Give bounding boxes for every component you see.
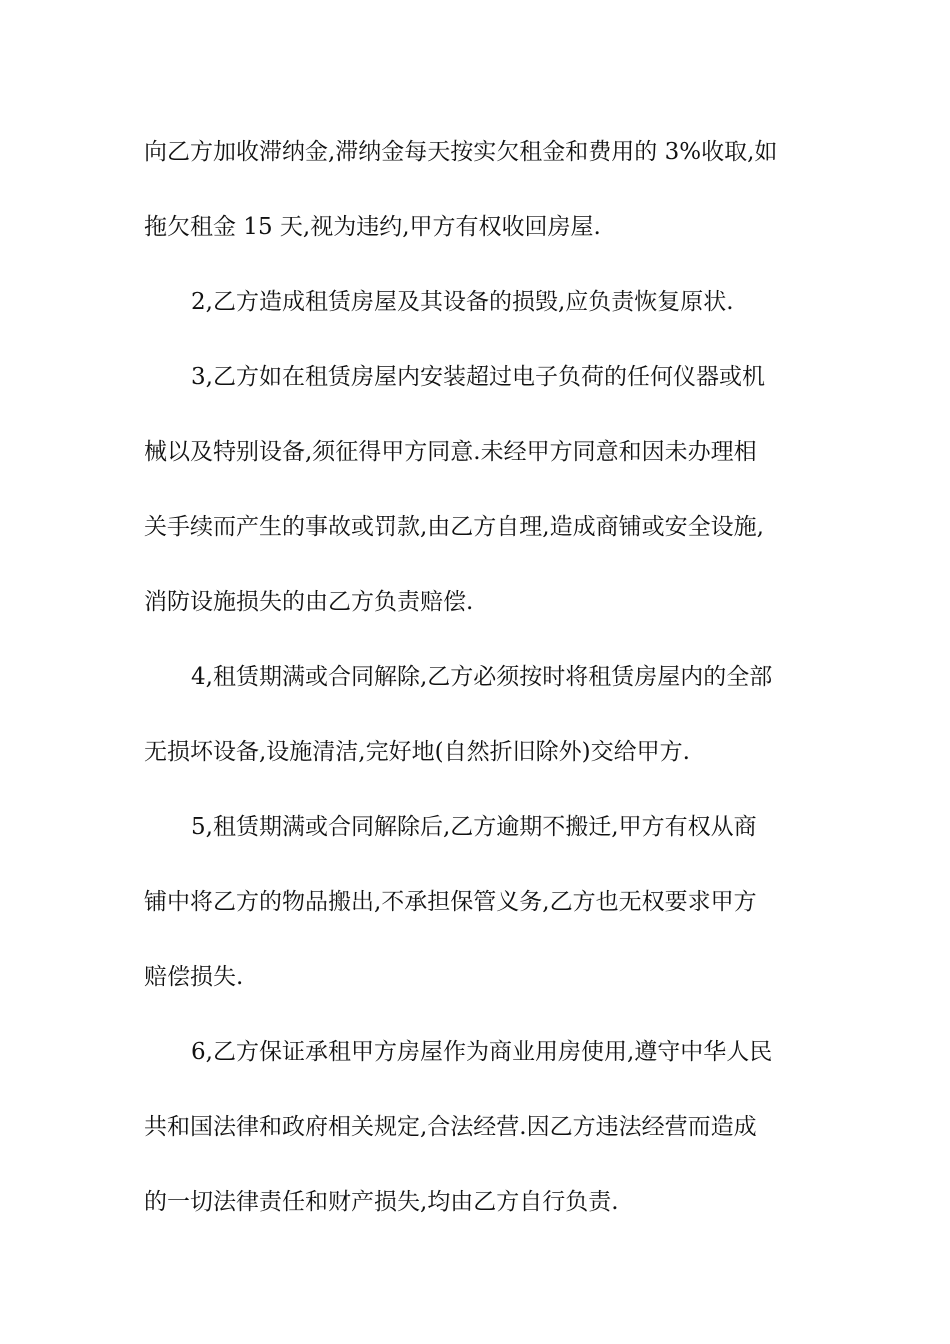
paragraph-4-line: 4,租赁期满或合同解除,乙方必须按时将租赁房屋内的全部: [191, 664, 773, 690]
paragraph-2-line: 2,乙方造成租赁房屋及其设备的损毁,应负责恢复原状.: [191, 289, 734, 315]
paragraph-3-line: 3,乙方如在租赁房屋内安装超过电子负荷的任何仪器或机: [191, 364, 765, 390]
paragraph-5-line: 5,租赁期满或合同解除后,乙方逾期不搬迁,甲方有权从商: [191, 814, 757, 840]
text-line: 向乙方加收滞纳金,滞纳金每天按实欠租金和费用的 3%收取,如: [144, 139, 778, 165]
text-line: 拖欠租金 15 天,视为违约,甲方有权收回房屋.: [144, 214, 601, 240]
text-line: 关手续而产生的事故或罚款,由乙方自理,造成商铺或安全设施,: [144, 514, 764, 540]
text-line: 无损坏设备,设施清洁,完好地(自然折旧除外)交给甲方.: [144, 739, 690, 765]
text-line: 械以及特别设备,须征得甲方同意.未经甲方同意和因未办理相: [144, 439, 757, 465]
text-line: 的一切法律责任和财产损失,均由乙方自行负责.: [144, 1189, 619, 1215]
text-line: 铺中将乙方的物品搬出,不承担保管义务,乙方也无权要求甲方: [144, 889, 757, 915]
paragraph-6-line: 6,乙方保证承租甲方房屋作为商业用房使用,遵守中华人民: [191, 1039, 773, 1065]
text-line: 赔偿损失.: [144, 964, 244, 990]
text-line: 消防设施损失的由乙方负责赔偿.: [144, 589, 474, 615]
text-line: 共和国法律和政府相关规定,合法经营.因乙方违法经营而造成: [144, 1114, 757, 1140]
